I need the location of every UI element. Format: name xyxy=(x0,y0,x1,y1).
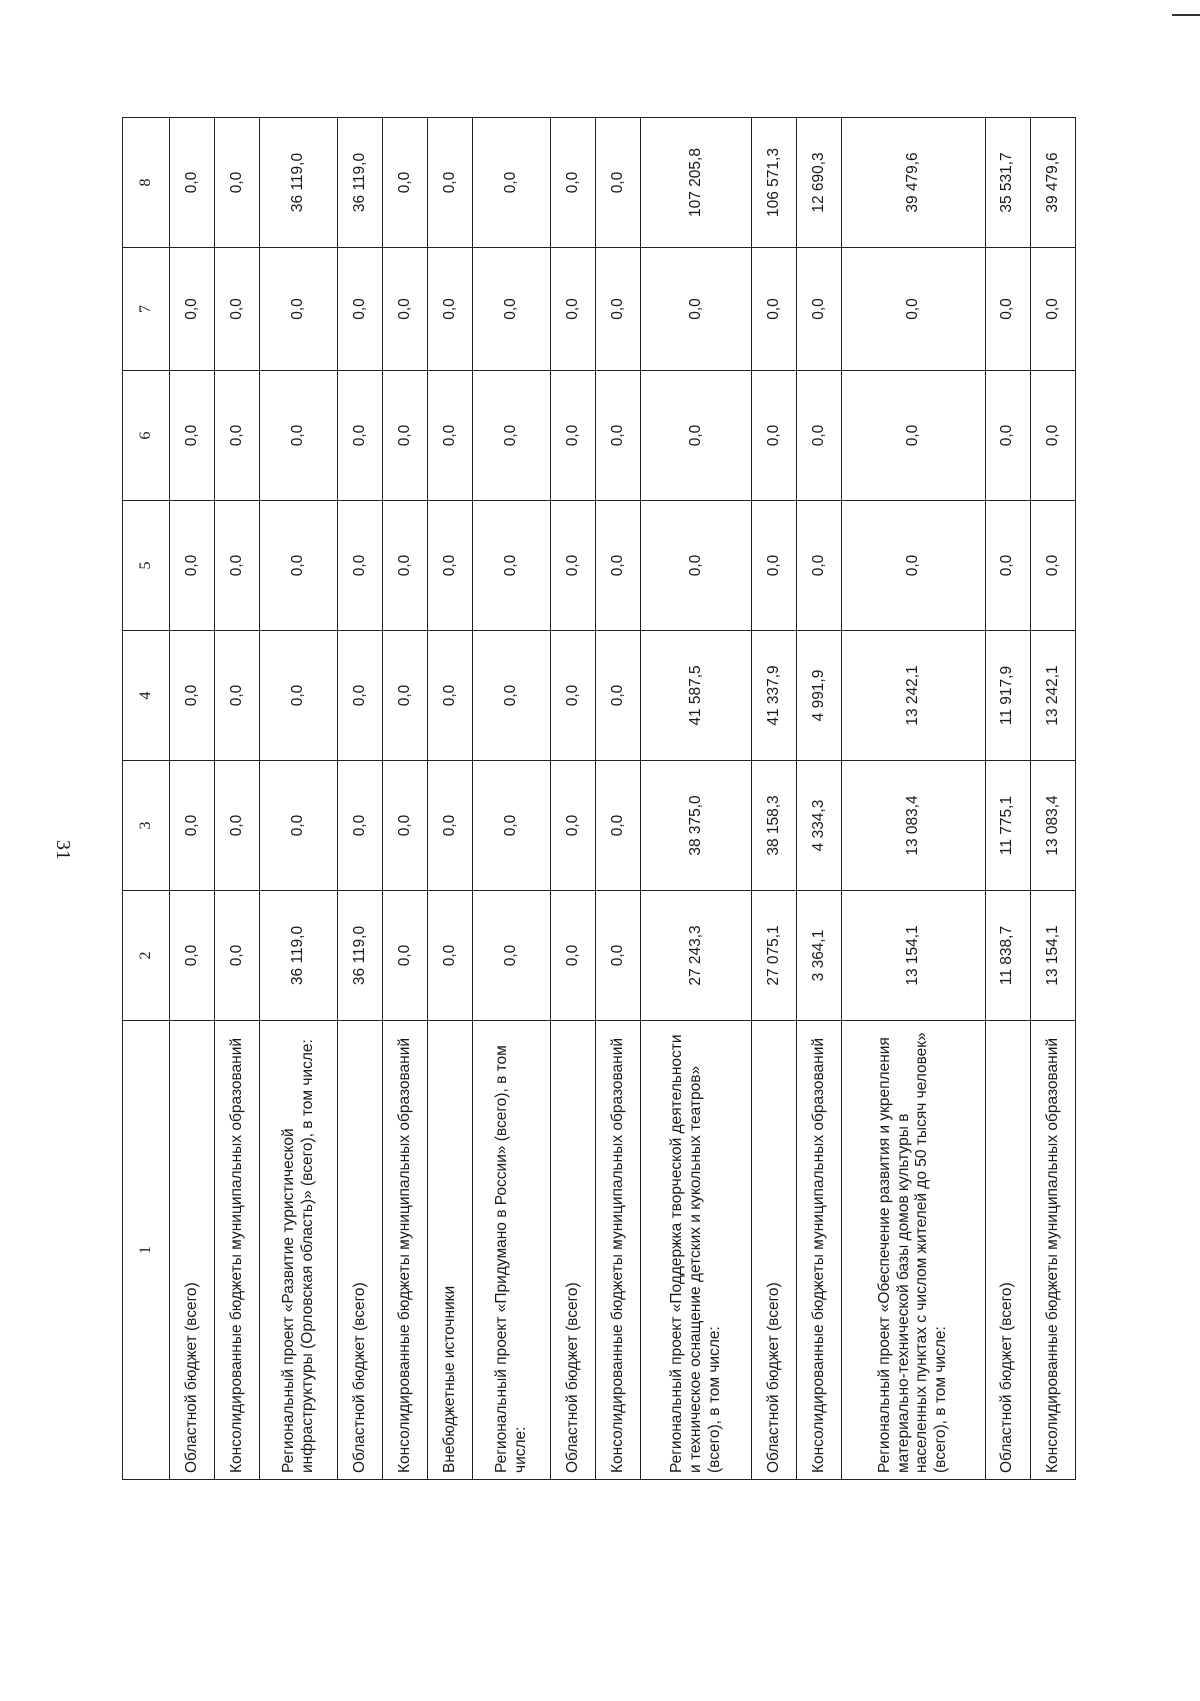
value-cell: 0,0 xyxy=(428,371,473,501)
value-cell: 3 364,1 xyxy=(797,891,842,1021)
table-body xyxy=(170,118,1076,1480)
value-cell: 0,0 xyxy=(260,371,338,501)
row-label: Консолидированные бюджеты муниципальных образований xyxy=(1030,1021,1075,1480)
value-cell: 0,0 xyxy=(170,248,215,371)
value-cell: 0,0 xyxy=(170,501,215,631)
value-cell: 0,0 xyxy=(551,371,596,501)
value-cell: 0,0 xyxy=(215,501,260,631)
value-cell: 0,0 xyxy=(215,371,260,501)
value-cell: 39 479,6 xyxy=(1030,118,1075,248)
value-cell: 0,0 xyxy=(428,761,473,891)
table-row xyxy=(985,118,1030,1480)
value-cell: 0,0 xyxy=(260,761,338,891)
value-cell: 0,0 xyxy=(383,371,428,501)
value-cell: 36 119,0 xyxy=(338,891,383,1021)
value-cell: 41 337,9 xyxy=(752,631,797,761)
value-cell: 13 242,1 xyxy=(842,631,985,761)
column-header: 3 xyxy=(123,761,170,891)
value-cell: 0,0 xyxy=(170,891,215,1021)
value-cell: 13 242,1 xyxy=(1030,631,1075,761)
table-row xyxy=(170,118,215,1480)
row-label: Областной бюджет (всего) xyxy=(752,1021,797,1480)
column-header: 5 xyxy=(123,501,170,631)
value-cell: 0,0 xyxy=(1030,248,1075,371)
header-row xyxy=(123,118,170,1480)
value-cell: 0,0 xyxy=(428,118,473,248)
value-cell: 0,0 xyxy=(473,501,551,631)
row-label: Консолидированные бюджеты муниципальных образований xyxy=(215,1021,260,1480)
value-cell: 11 838,7 xyxy=(985,891,1030,1021)
value-cell: 38 158,3 xyxy=(752,761,797,891)
row-label: Региональный проект «Поддержка творческой деятельности и техническое оснащение детских и кукольных театров» (всего), в том числе: xyxy=(641,1021,752,1480)
value-cell: 0,0 xyxy=(215,891,260,1021)
table-row xyxy=(596,118,641,1480)
value-cell: 0,0 xyxy=(596,501,641,631)
value-cell: 0,0 xyxy=(170,371,215,501)
value-cell: 0,0 xyxy=(338,761,383,891)
value-cell: 0,0 xyxy=(797,501,842,631)
row-label: Консолидированные бюджеты муниципальных образований xyxy=(797,1021,842,1480)
value-cell: 27 075,1 xyxy=(752,891,797,1021)
value-cell: 0,0 xyxy=(260,248,338,371)
value-cell: 4 991,9 xyxy=(797,631,842,761)
value-cell: 0,0 xyxy=(551,118,596,248)
table-row xyxy=(473,118,551,1480)
value-cell: 38 375,0 xyxy=(641,761,752,891)
value-cell: 0,0 xyxy=(842,248,985,371)
column-header: 8 xyxy=(123,118,170,248)
value-cell: 0,0 xyxy=(551,501,596,631)
value-cell: 0,0 xyxy=(170,631,215,761)
value-cell: 36 119,0 xyxy=(260,891,338,1021)
value-cell: 0,0 xyxy=(383,118,428,248)
value-cell: 0,0 xyxy=(383,501,428,631)
value-cell: 0,0 xyxy=(985,248,1030,371)
value-cell: 0,0 xyxy=(641,371,752,501)
value-cell: 0,0 xyxy=(428,248,473,371)
value-cell: 0,0 xyxy=(338,631,383,761)
value-cell: 0,0 xyxy=(551,891,596,1021)
column-header: 1 xyxy=(123,1021,170,1480)
table-row xyxy=(338,118,383,1480)
column-header: 6 xyxy=(123,371,170,501)
value-cell: 0,0 xyxy=(842,501,985,631)
value-cell: 0,0 xyxy=(383,891,428,1021)
value-cell: 0,0 xyxy=(641,501,752,631)
value-cell: 0,0 xyxy=(473,371,551,501)
value-cell: 0,0 xyxy=(596,631,641,761)
value-cell: 0,0 xyxy=(596,248,641,371)
value-cell: 0,0 xyxy=(985,371,1030,501)
value-cell: 0,0 xyxy=(428,891,473,1021)
value-cell: 0,0 xyxy=(428,631,473,761)
value-cell: 0,0 xyxy=(170,118,215,248)
row-label: Областной бюджет (всего) xyxy=(985,1021,1030,1480)
value-cell: 11 917,9 xyxy=(985,631,1030,761)
column-header: 2 xyxy=(123,891,170,1021)
table-row xyxy=(1030,118,1075,1480)
rotated-table-container xyxy=(122,118,1076,1480)
value-cell: 13 083,4 xyxy=(1030,761,1075,891)
value-cell: 0,0 xyxy=(383,761,428,891)
value-cell: 0,0 xyxy=(596,371,641,501)
table-row xyxy=(641,118,752,1480)
value-cell: 36 119,0 xyxy=(260,118,338,248)
value-cell: 13 083,4 xyxy=(842,761,985,891)
value-cell: 0,0 xyxy=(473,631,551,761)
value-cell: 0,0 xyxy=(383,631,428,761)
value-cell: 0,0 xyxy=(596,118,641,248)
value-cell: 0,0 xyxy=(641,248,752,371)
value-cell: 0,0 xyxy=(473,891,551,1021)
value-cell: 0,0 xyxy=(752,371,797,501)
value-cell: 0,0 xyxy=(170,761,215,891)
column-header: 7 xyxy=(123,248,170,371)
row-label: Региональный проект «Придумано в России» (всего), в том числе: xyxy=(473,1021,551,1480)
value-cell: 36 119,0 xyxy=(338,118,383,248)
value-cell: 0,0 xyxy=(215,631,260,761)
value-cell: 13 154,1 xyxy=(842,891,985,1021)
row-label: Областной бюджет (всего) xyxy=(338,1021,383,1480)
value-cell: 0,0 xyxy=(1030,371,1075,501)
value-cell: 0,0 xyxy=(215,248,260,371)
table-row xyxy=(215,118,260,1480)
value-cell: 0,0 xyxy=(473,761,551,891)
value-cell: 0,0 xyxy=(428,501,473,631)
value-cell: 107 205,8 xyxy=(641,118,752,248)
value-cell: 0,0 xyxy=(752,248,797,371)
table-row xyxy=(383,118,428,1480)
value-cell: 27 243,3 xyxy=(641,891,752,1021)
value-cell: 0,0 xyxy=(338,248,383,371)
value-cell: 106 571,3 xyxy=(752,118,797,248)
value-cell: 0,0 xyxy=(473,118,551,248)
value-cell: 0,0 xyxy=(215,761,260,891)
column-header: 4 xyxy=(123,631,170,761)
row-label: Областной бюджет (всего) xyxy=(170,1021,215,1480)
value-cell: 0,0 xyxy=(338,501,383,631)
value-cell: 11 775,1 xyxy=(985,761,1030,891)
row-label: Консолидированные бюджеты муниципальных образований xyxy=(383,1021,428,1480)
table-row xyxy=(260,118,338,1480)
table-row xyxy=(428,118,473,1480)
row-label: Внебюджетные источники xyxy=(428,1021,473,1480)
value-cell: 0,0 xyxy=(551,761,596,891)
row-label: Областной бюджет (всего) xyxy=(551,1021,596,1480)
value-cell: 0,0 xyxy=(797,248,842,371)
value-cell: 0,0 xyxy=(473,248,551,371)
corner-mark xyxy=(1172,14,1200,16)
row-label: Региональный проект «Обеспечение развития и укрепления материально-технической базы домов культуры в населенных пунктах с числом жителей до 50 тысяч человек» (всего), в том числе: xyxy=(842,1021,985,1480)
table-row xyxy=(797,118,842,1480)
value-cell: 0,0 xyxy=(797,371,842,501)
value-cell: 0,0 xyxy=(752,501,797,631)
value-cell: 0,0 xyxy=(338,371,383,501)
value-cell: 0,0 xyxy=(383,248,428,371)
row-label: Консолидированные бюджеты муниципальных образований xyxy=(596,1021,641,1480)
value-cell: 0,0 xyxy=(551,631,596,761)
value-cell: 41 587,5 xyxy=(641,631,752,761)
value-cell: 0,0 xyxy=(260,501,338,631)
value-cell: 13 154,1 xyxy=(1030,891,1075,1021)
row-label: Региональный проект «Развитие туристической инфраструктуры (Орловская область)» (всего), в том числе: xyxy=(260,1021,338,1480)
budget-table xyxy=(122,117,1076,1480)
value-cell: 12 690,3 xyxy=(797,118,842,248)
table-row xyxy=(842,118,985,1480)
value-cell: 0,0 xyxy=(260,631,338,761)
value-cell: 4 334,3 xyxy=(797,761,842,891)
value-cell: 0,0 xyxy=(596,891,641,1021)
value-cell: 39 479,6 xyxy=(842,118,985,248)
table-row xyxy=(752,118,797,1480)
value-cell: 0,0 xyxy=(842,371,985,501)
value-cell: 0,0 xyxy=(985,501,1030,631)
table-row xyxy=(551,118,596,1480)
page-number: 31 xyxy=(52,840,74,860)
value-cell: 0,0 xyxy=(1030,501,1075,631)
value-cell: 35 531,7 xyxy=(985,118,1030,248)
value-cell: 0,0 xyxy=(596,761,641,891)
value-cell: 0,0 xyxy=(215,118,260,248)
value-cell: 0,0 xyxy=(551,248,596,371)
